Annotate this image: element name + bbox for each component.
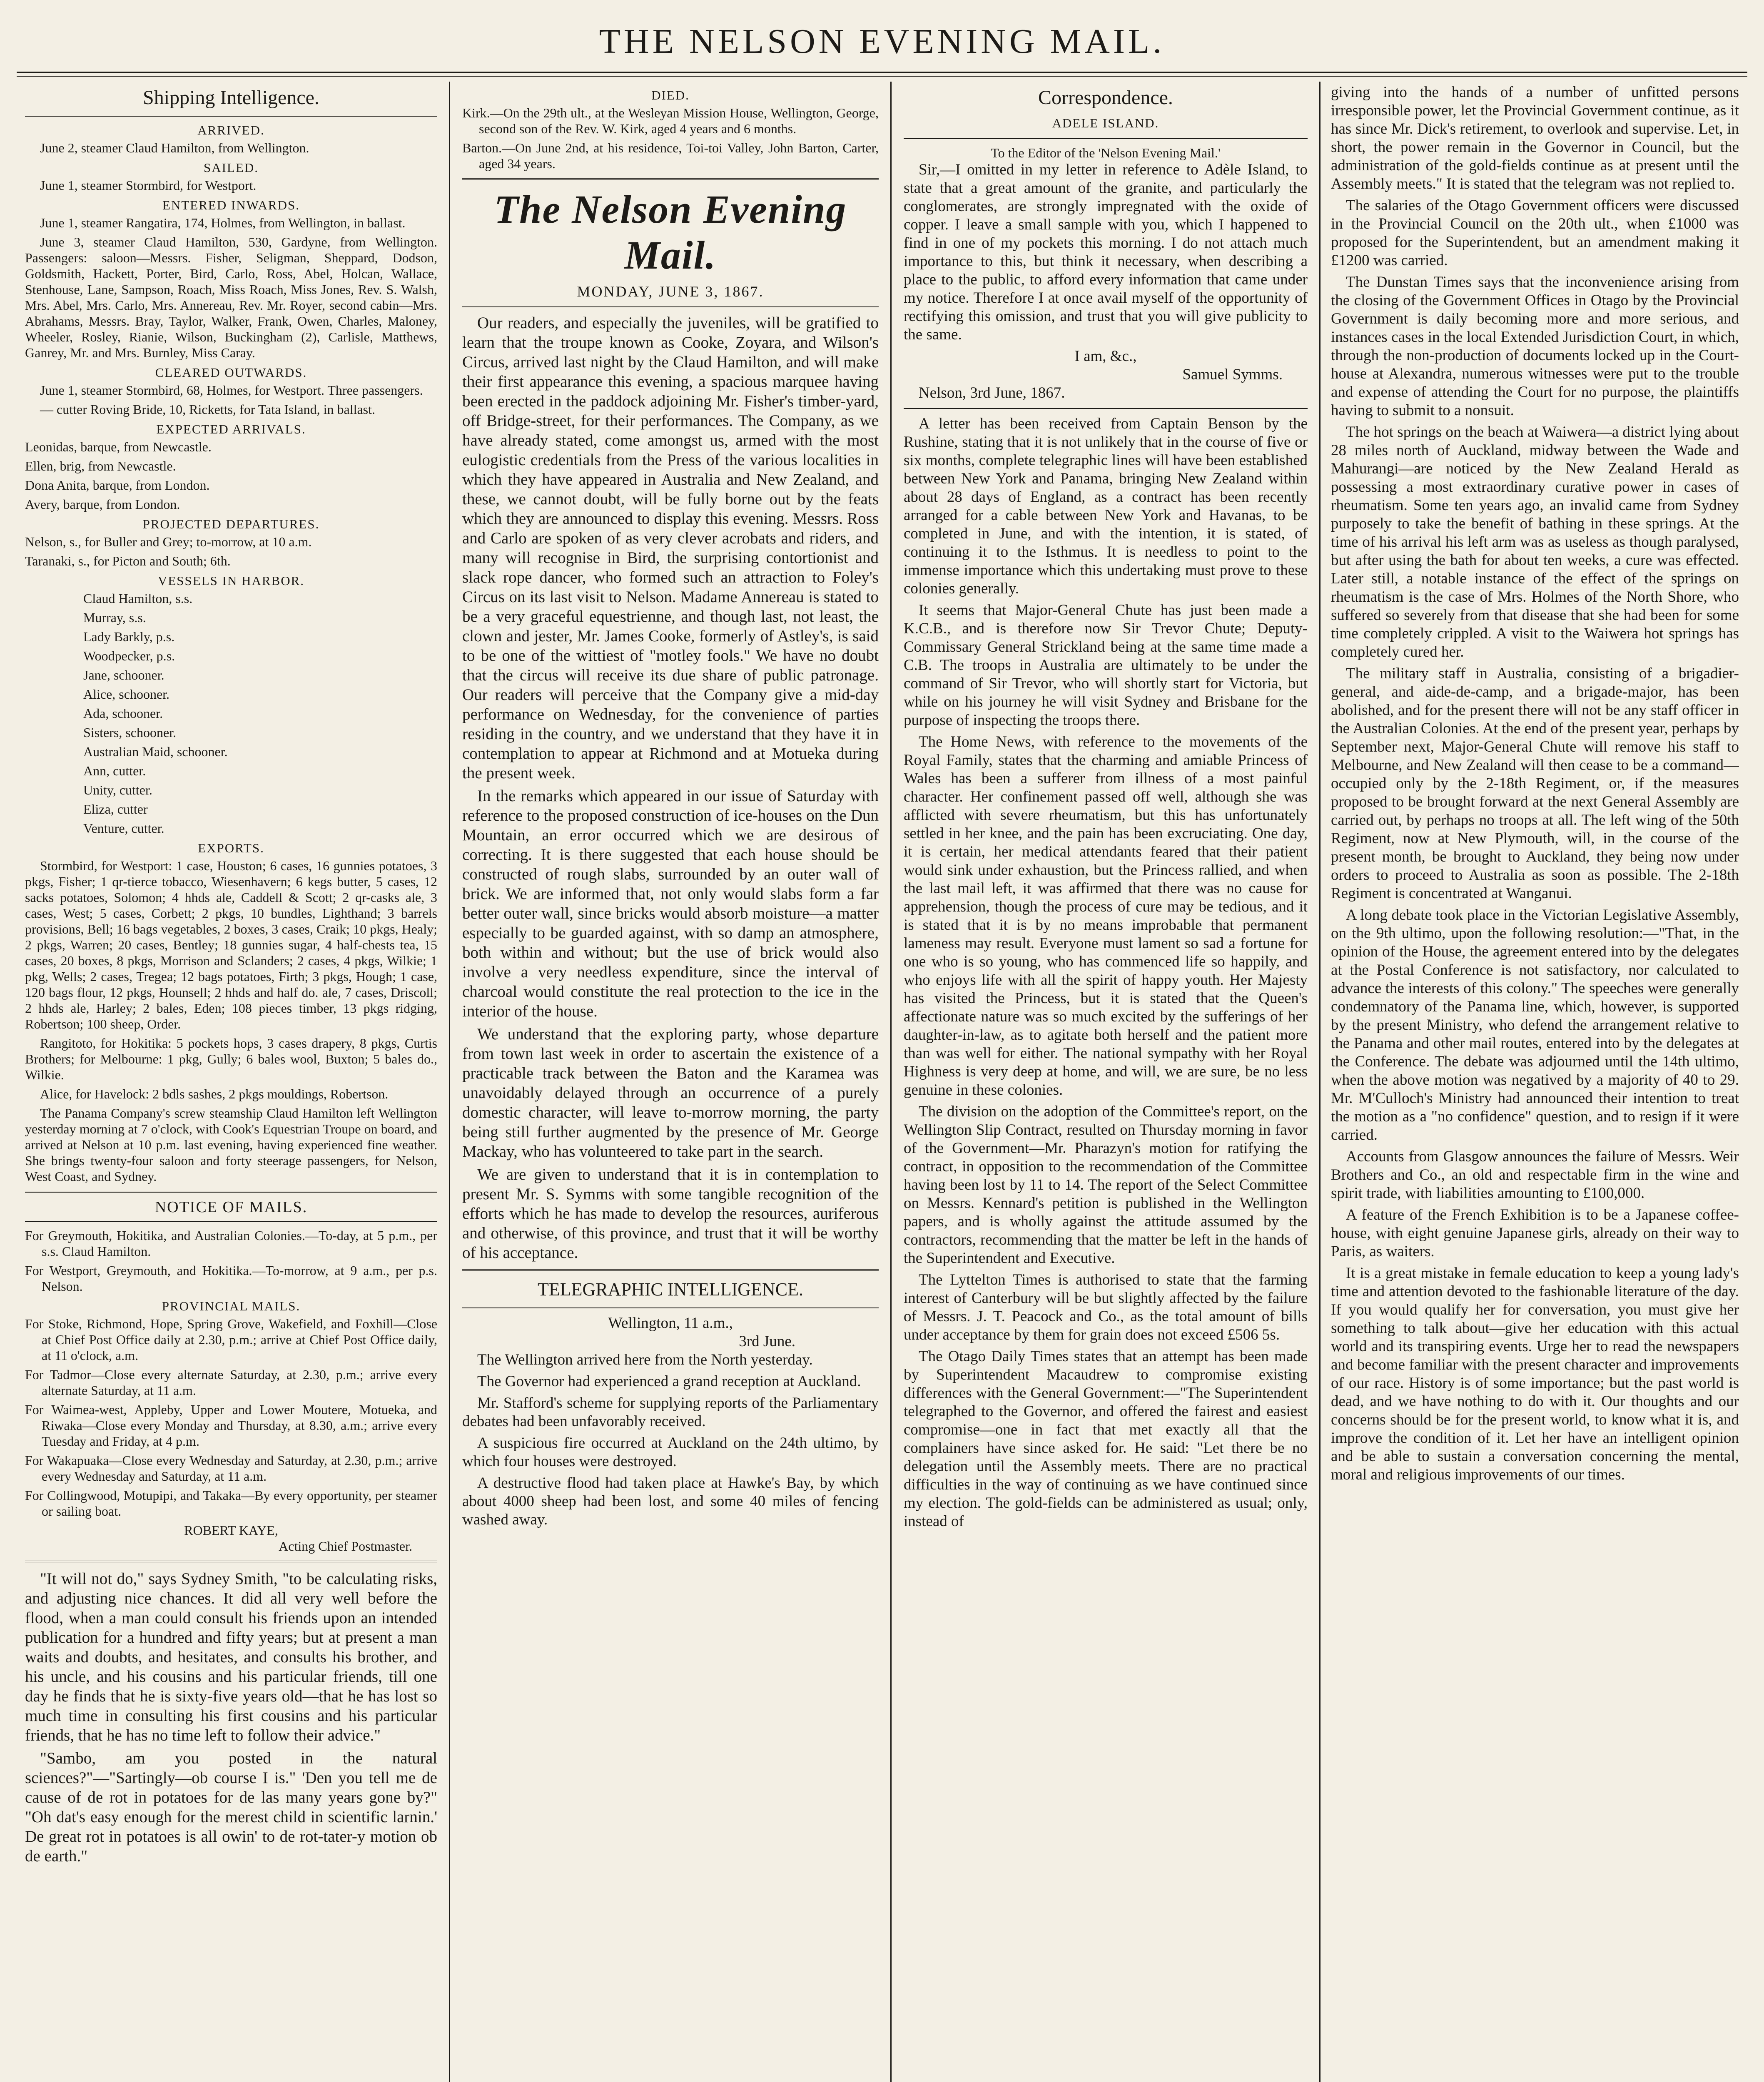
masthead-rule	[17, 72, 1747, 73]
address-line: To the Editor of the 'Nelson Evening Mail.'	[991, 145, 1221, 160]
paragraph: The Panama Company's screw steamship Claud Hamilton left Wellington yesterday morning at 7 o'clock, with Cook's Equestrian Troupe on board, and arrived at Nelson at 10 p.m. last evening, having experienced fine weather. She brings twenty-four saloon and forty steerage passengers, for Nelson, West Coast, and Sydney.	[25, 1106, 437, 1184]
paragraph: Alice, for Havelock: 2 bdls sashes, 2 pkgs mouldings, Robertson.	[40, 1086, 389, 1101]
column-news	[1331, 83, 1739, 2082]
paragraph: It is a great mistake in female education to keep a young lady's time and attention devoted to the fashionable literature of the day. If you would qualify her for conversation, you must give her something to talk about—give her education with this actual world and its transpiring events. Urge her to read the newspapers and become familiar with the present character and improvements of our race. History is of some importance; but the past world is dead, and we have nothing to do with it. Our thoughts and our concerns should be for the present world, to know what it is, and improve the condition of it. Let her have an intelligent opinion and be able to sustain a conversation concerning the mental, moral and religious improvements of our times.	[1331, 1265, 1739, 1483]
paragraph: The Home News, with reference to the movements of the Royal Family, states that the charming and amiable Princess of Wales has been a sufferer from illness of a most painful character. Her confinement passed off well, although she was afflicted with severe rheumatism, but this has unfortunately settled in her knee, and the pain has been excruciating. One day, it is certain, her medical attendants feared that their patient would sink under exhaustion, but the Princess rallied, and when the last mail left, it was affirmed that there was no cause for apprehension, though the process of cure may be tedious, and it is stated that it is by no means improbable that permanent lameness may result. Everyone must lament so sad a fortune for one who is so young, who has commenced life so happily, and who enjoys life with all the spirit of happy youth. Her Majesty has visited the Princess, but it is stated that the Queen's affectionate nature was so much excited by the sufferings of her daughter-in-law, as to agitate both herself and the patient more than was well for either. The national sympathy with her Royal Highness is very deep at home, and will, we are sure, be no less genuine in these colonies.	[904, 733, 1308, 1098]
list-item: Leonidas, barque, from Newcastle.	[25, 439, 212, 454]
signature: ROBERT KAYE,	[184, 1523, 278, 1538]
paragraph: Kirk.—On the 29th ult., at the Wesleyan Mission House, Wellington, George, second son of the Rev. W. Kirk, aged 4 years and 6 months.	[462, 105, 879, 136]
paragraph: Mr. Stafford's scheme for supplying reports of the Parliamentary debates had been unfavorably received.	[462, 1395, 879, 1430]
paragraph: giving into the hands of a number of unfitted persons irresponsible power, let the Provincial Government continue, as it has since Mr. Dick's retirement, to overlook and supervise. Let, in short, the power remain in the Governor in Council, but the administration of the gold-fields continue as at present until the Assembly meets." It is stated that the telegram was not replied to.	[1331, 84, 1739, 192]
list-item: Unity, cutter.	[83, 782, 152, 797]
paragraph: June 1, steamer Rangatira, 174, Holmes, from Wellington, in ballast.	[40, 215, 406, 230]
newspaper-title: THE NELSON EVENING MAIL.	[599, 22, 1165, 61]
divider	[25, 1191, 437, 1193]
paragraph: For Westport, Greymouth, and Hokitika.—To-morrow, at 9 a.m., per p.s. Nelson.	[25, 1263, 437, 1294]
paragraph: For Stoke, Richmond, Hope, Spring Grove, Wakefield, and Foxhill—Close at Chief Post Office daily at 2.30, p.m.; arrive at Chief Post Office daily, at 11 o'clock, a.m.	[25, 1316, 437, 1363]
divider	[462, 306, 879, 307]
paragraph: For Wakapuaka—Close every Wednesday and Saturday, at 2.30, p.m.; arrive every Wednesday and Saturday, at 11 a.m.	[25, 1453, 437, 1484]
list-item: Lady Barkly, p.s.	[83, 629, 175, 644]
paragraph: The division on the adoption of the Committee's report, on the Wellington Slip Contract, resulted on Thursday morning in favor of the Government—Mr. Pharazyn's motion for ratifying the contract, in opposition to the recommendation of the Committee having been lost by 11 to 14. The report of the Select Committee on Messrs. Kennard's petition is published in the Wellington papers, and is wholly against the attitude assumed by the contractors, recommending that the matter be left in the hands of the Superintendent and Executive.	[904, 1103, 1308, 1267]
paragraph: Stormbird, for Westport: 1 case, Houston; 6 cases, 16 gunnies potatoes, 3 pkgs, Fisher; 1 qr-tierce tobacco, Wiesenhavern; 6 kegs butter, 5 cases, 12 sacks potatoes, Solomon; 4 hhds ale, Caddell & Scott; 2 qr-casks ale, 3 cases, West; 5 cases, Corbett; 2 pkgs, 10 bundles, Lighthand; 3 barrels provisions, Bell; 16 bags vegetables, 2 boxes, 3 cases, Craik; 10 pkgs, Healy; 2 pkgs, Warren; 20 cases, Bentley; 18 gunnies sugar, 4 half-chests tea, 15 cases, 20 boxes, 8 pkgs, Morrison and Sclanders; 2 cases, 4 pkgs, Wilkie; 1 pkg, Wells; 2 cases, Tregea; 12 bags potatoes, Firth; 3 pkgs, Hough; 1 case, 120 bags flour, 12 pkgs, Hounsell; 2 hhds and half do. ale, 7 cases, Driscoll; 2 hhds ale, Harley; 2 bales, Eden; 108 pieces timber, 13 pkgs ridging, Robertson; 100 sheep, Order.	[25, 858, 437, 1031]
section-subhead: SAILED.	[204, 160, 259, 175]
paragraph: Rangitoto, for Hokitika: 5 pockets hops, 3 cases drapery, 8 pkgs, Curtis Brothers; for Melbourne: 1 pkg, Gully; 6 bales wool, Buxton; 5 bales do., Wilkie.	[25, 1036, 437, 1082]
divider	[25, 1221, 437, 1222]
paragraph: The Otago Daily Times states that an attempt has been made by Superintendent Macaudrew to compromise existing differences with the General Government:—"The Superintendent telegraphed to the Governor, and offered the fairest and easiest compromise—one in fact that met exactly all that the complainers have since asked for. He said: "Let there be no delegation until the Assembly meets. There are no practical difficulties in the way of continuing as we have continued since my election. The gold-fields can be administered as usual; only, instead of	[904, 1348, 1308, 1530]
paragraph: June 3, steamer Claud Hamilton, 530, Gardyne, from Wellington. Passengers: saloon—Messrs. Fisher, Seligman, Sheppard, Dodson, Goldsmith, Hackett, Porter, Bird, Carlo, Ross, Abel, Holcan, Wallace, Stenhouse, Lane, Sampson, Roach, Miss Roach, Miss Jones, Rev. S. Walsh, Mrs. Abel, Mrs. Carlo, Mrs. Annereau, Rev. Mr. Royer, second cabin—Mrs. Abrahams, Messrs. Bray, Taylor, Walker, Frank, Owen, Charles, Maloney, Wheeler, Rosley, Rianie, Wilson, Buckingham (2), Carlisle, Matthews, Ganrey, Mr. and Mrs. Burnley, Miss Caray.	[25, 234, 437, 360]
mails-heading: NOTICE OF MAILS.	[154, 1198, 308, 1216]
paragraph: Our readers, and especially the juveniles, will be gratified to learn that the troupe known as Cooke, Zoyara, and Wilson's Circus, arrived last night by the Claud Hamilton, and will make their first appearance this evening, a spacious marquee having been erected in the paddock adjoining Mr. Fisher's timber-yard, off Bridge-street, for their performances. The Company, as we have already stated, come amongst us, armed with the most eulogistic credentials from the Press of the various localities in which they have appeared in Australia and New Zealand, and these, we cannot doubt, will be fully borne out by the feats which they are announced to display this evening. Messrs. Ross and Carlo are spoken of as very clever acrobats and riders, and many will recognise in Bird, the surprising contortionist and slack rope dancer, who formed such an attraction to Foley's Circus on its last visit to Nelson. Madame Annereau is stated to be a very graceful equestrienne, and though last, not least, the clown and jester, Mr. James Cooke, formerly of Astley's, is said to be one of the wittiest of "motley fools." We have no doubt that the circus will receive its due share of public patronage. Our readers will perceive that the Company give a mid-day performance on Wednesday, for the convenience of parties residing in the country, and we understand that they have it in contemplation to appear at Richmond and at Motueka during the present week.	[462, 314, 879, 782]
divider	[462, 1307, 879, 1308]
section-subhead: EXPORTS.	[198, 841, 264, 855]
column-divider	[1319, 82, 1321, 2082]
correspondence-heading: Correspondence.	[1038, 87, 1173, 109]
list-item: Dona Anita, barque, from London.	[25, 478, 210, 493]
paragraph: Barton.—On June 2nd, at his residence, Toi-toi Valley, John Barton, Carter, aged 34 years.	[462, 140, 879, 171]
paragraph: It seems that Major-General Chute has just been made a K.C.B., and is therefore now Sir Trevor Chute; Deputy-Commissary General Strickland being at the same time made a C.B. The troops in Australia are ultimately to be under the command of Sir Trevor, who will shortly start for Victoria, but while on his journey he will visit Sydney and Brisbane for the purpose of inspecting the troops there.	[904, 602, 1308, 729]
paragraph: For Waimea-west, Appleby, Upper and Lower Moutere, Motueka, and Riwaka—Close every Monday and Thursday, at 8.30, a.m.; arrive every Tuesday and Friday, at 4 p.m.	[25, 1402, 437, 1449]
divider	[25, 1561, 437, 1562]
paragraph: We understand that the exploring party, whose departure from town last week in order to ascertain the existence of a practicable track between the Baton and the Karamea was unavoidably delayed through an occurrence of a purely domestic character, will leave to-morrow morning, the party being still further augmented by the presence of Mr. George Mackay, who has volunteered to take part in the search.	[462, 1025, 879, 1161]
section-subhead: CLEARED OUTWARDS.	[155, 365, 307, 380]
section-subhead: ENTERED INWARDS.	[162, 198, 300, 212]
paragraph: Accounts from Glasgow announces the failure of Messrs. Weir Brothers and Co., an old and respectable firm in the wine and spirit trade, with liabilities amounting to £100,000.	[1331, 1148, 1739, 1202]
paragraph: A suspicious fire occurred at Auckland on the 24th ultimo, by which four houses were destroyed.	[462, 1434, 879, 1470]
divider	[462, 1269, 879, 1271]
paragraph: "Sambo, am you posted in the natural sciences?"—"Sartingly—ob course I is." 'Den you tell me de cause of de rot in potatoes for de las many years gone by?" "Oh dat's easy enough for the merest child in scientific larnin.' De great rot in potatoes is all owin' to de rot-tater-y motion ob de earth."	[25, 1749, 437, 1865]
paragraph: A letter has been received from Captain Benson by the Rushine, stating that it is not unlikely that in the course of five or six months, complete telegraphic lines will have been established between New York and Panama, bringing New Zealand within about 28 days of England, as a contract has been recently arranged for a cable between New York and Havanas, to be completed in June, and with the intention, it is stated, of continuing it to the Isthmus. It is needless to point to the immense importance which this undertaking must prove to these colonies generally.	[904, 415, 1308, 597]
list-item: Woodpecker, p.s.	[83, 648, 175, 663]
list-item: Ada, schooner.	[83, 706, 163, 721]
paragraph: We are given to understand that it is in contemplation to present Mr. S. Symms with some tangible recognition of the efforts which he has made to develop the resources, auriferous and otherwise, of this province, and trust that it will be worthy of his acceptance.	[462, 1166, 879, 1262]
paragraph: For Greymouth, Hokitika, and Australian Colonies.—To-day, at 5 p.m., per s.s. Claud Hamilton.	[25, 1228, 437, 1259]
paragraph: June 1, steamer Stormbird, 68, Holmes, for Westport. Three passengers.	[40, 383, 423, 398]
dateline: Wellington, 11 a.m.,	[608, 1315, 733, 1332]
section-subhead: ARRIVED.	[197, 123, 265, 137]
paragraph: The Dunstan Times says that the inconvenience arising from the closing of the Government Offices in Otago by the Provincial Government is daily becoming more and more serious, and instances cases in the local Extended Jurisdiction Court, in which, through the non-production of documents locked up in the Court-house at Alexandra, numerous witnesses were put to the trouble and expense of attending the Court for no purpose, the plaintiffs having to submit to a nonsuit.	[1331, 274, 1739, 419]
divider	[25, 116, 437, 117]
dateline: 3rd June.	[739, 1333, 795, 1350]
masthead-rule-thin	[17, 76, 1747, 77]
paragraph: The Wellington arrived here from the North yesterday.	[477, 1351, 813, 1368]
section-subhead: DIED.	[651, 88, 690, 102]
list-item: Avery, barque, from London.	[25, 497, 180, 512]
dateline: Nelson, 3rd June, 1867.	[919, 384, 1065, 401]
section-subhead: ADELE ISLAND.	[1052, 116, 1159, 130]
masthead	[17, 17, 1747, 71]
divider	[904, 138, 1308, 139]
section-subhead: PROVINCIAL MAILS.	[162, 1299, 301, 1313]
list-item: Nelson, s., for Buller and Grey; to-morrow, at 10 a.m.	[25, 534, 312, 549]
section-subhead: VESSELS IN HARBOR.	[157, 573, 305, 588]
shipping-heading: Shipping Intelligence.	[143, 87, 319, 109]
column-correspondence	[904, 83, 1308, 2082]
paragraph: — cutter Roving Bride, 10, Ricketts, for Tata Island, in ballast.	[40, 402, 376, 417]
paragraph: For Tadmor—Close every alternate Saturday, at 2.30, p.m.; arrive every alternate Saturday, at 11 a.m.	[25, 1367, 437, 1398]
list-item: Australian Maid, schooner.	[83, 744, 228, 759]
signature: Samuel Symms.	[1182, 366, 1283, 383]
signature-title: Acting Chief Postmaster.	[279, 1539, 412, 1554]
paragraph: "It will not do," says Sydney Smith, "to be calculating risks, and adjusting nice chances. It did all very well before the flood, when a man could consult his friends upon an intended publication for a hundred and fifty years; but at present a man waits and doubts, and hesitates, and consults his brother, and his uncle, and his cousins and his particular friends, till one day he finds that he is sixty-five years old—that he has lost so much time in consulting his first cousins and his particular friends, that he has no time left to follow their advice."	[25, 1570, 437, 1744]
paragraph: June 2, steamer Claud Hamilton, from Wellington.	[40, 140, 309, 155]
paragraph: The salaries of the Otago Government officers were discussed in the Provincial Council on the 20th ult., when £1000 was proposed for the Superintendent, but an amendment making it £1200 was carried.	[1331, 197, 1739, 269]
section-subhead: EXPECTED ARRIVALS.	[156, 422, 306, 436]
dateline: MONDAY, JUNE 3, 1867.	[577, 283, 764, 300]
list-item: Ellen, brig, from Newcastle.	[25, 458, 176, 473]
signature: I am, &c.,	[1074, 348, 1137, 365]
nameplate: The Nelson Evening Mail.	[494, 187, 847, 277]
list-item: Jane, schooner.	[83, 667, 164, 682]
list-item: Claud Hamilton, s.s.	[83, 591, 193, 606]
column-divider	[449, 82, 450, 2082]
list-item: Sisters, schooner.	[83, 725, 177, 740]
list-item: Ann, cutter.	[83, 763, 146, 778]
list-item: Venture, cutter.	[83, 821, 164, 836]
divider	[462, 178, 879, 180]
paragraph: The Lyttelton Times is authorised to state that the farming interest of Canterbury will be but slightly affected by the failure of Messrs. J. T. Peacock and Co., as the total amount of bills under acceptance by them for grain does not exceed £506 5s.	[904, 1271, 1308, 1343]
paragraph: For Collingwood, Motupipi, and Takaka—By every opportunity, per steamer or sailing boat.	[25, 1488, 437, 1519]
section-subhead: PROJECTED DEPARTURES.	[142, 517, 320, 531]
column-shipping	[25, 83, 437, 2082]
divider	[904, 408, 1308, 409]
list-item: Eliza, cutter	[83, 802, 148, 817]
paragraph: The military staff in Australia, consisting of a brigadier-general, and aide-de-camp, and a brigade-major, has been abolished, and for the present there will not be any staff officer in the Australian Colonies. At the end of the present year, perhaps by September next, Major-General Chute will remove his staff to Melbourne, and New Zealand will then cease to be a command—occupied only by the 2-18th Regiment, or, if the measures proposed to be brought forward at the next General Assembly are carried out, by perhaps no troops at all. The left wing of the 50th Regiment, now at New Plymouth, will, in the course of the present month, be brought to Auckland, they being now under orders to proceed to Australia as soon as possible. The 2-18th Regiment is concentrated at Wanganui.	[1331, 665, 1739, 902]
paragraph: The hot springs on the beach at Waiwera—a district lying about 28 miles north of Auckland, midway between the Wade and Mahurangi—are noticed by the New Zealand Herald as possessing a most extraordinary curative power in cases of rheumatism. Some ten years ago, an invalid came from Sydney purposely to take the benefit of bathing in these springs. At the time of his arrival his left arm was as useless as though paralysed, but after using the bath for about ten weeks, a cure was effected. Later still, a notable instance of the effect of the springs on rheumatism is the case of Mrs. Holmes of the North Shore, who suffered so severely from that disease that she had been for some time completely crippled. A visit to the Waiwera hot springs has completely cured her.	[1331, 423, 1739, 660]
list-item: Alice, schooner.	[83, 687, 170, 702]
column-divider	[890, 82, 892, 2082]
paragraph: Sir,—I omitted in my letter in reference to Adèle Island, to state that a great amount of the granite, and particularly the conglomerates, are strongly impregnated with the oxide of copper. I leave a small sample with you, which I happened to find in one of my pockets this morning. I do not attach much importance to this, but think it necessary, when describing a place to the public, to afford every information that came under my notice. Therefore I at once avail myself of the opportunity of rectifying this omission, and trust that you will give publicity to the same.	[904, 161, 1308, 343]
list-item: Murray, s.s.	[83, 610, 146, 625]
paragraph: A feature of the French Exhibition is to be a Japanese coffee-house, with eight genuine Japanese girls, already on their way to Paris, as waiters.	[1331, 1206, 1739, 1260]
paragraph: A destructive flood had taken place at Hawke's Bay, by which about 4000 sheep had been lost, and some 40 miles of fencing washed away.	[462, 1474, 879, 1528]
paragraph: In the remarks which appeared in our issue of Saturday with reference to the proposed construction of ice-houses on the Dun Mountain, an error occurred which we are desirous of correcting. It is there suggested that each house should be constructed of rough slabs, surrounded by an outer wall of brick. We are informed that, not only would slabs form a far better outer wall, since bricks would absorb moisture—a matter especially to be guarded against, with so damp an atmosphere, both within and without; but the use of brick would also involve a very needless expenditure, since the interval of charcoal would constitute the real protection to the ice in the interior of the house.	[462, 787, 879, 1020]
list-item: Taranaki, s., for Picton and South; 6th.	[25, 553, 231, 568]
paragraph: June 1, steamer Stormbird, for Westport.	[40, 178, 257, 193]
column-editorial	[462, 83, 879, 2082]
paragraph: The Governor had experienced a grand reception at Auckland.	[477, 1373, 861, 1390]
paragraph: A long debate took place in the Victorian Legislative Assembly, on the 9th ultimo, upon the following resolution:—"That, in the opinion of the House, the agreement entered into by the delegates at the Postal Conference is not satisfactory, nor calculated to advance the interests of this colony." The speeches were generally condemnatory of the Panama line, which, however, is supported by the present Ministry, who defend the arrangement relative to the Panama and other mail routes, entered into by the delegates at the Conference. The debate was adjourned until the 14th ultimo, when the above motion was negatived by a majority of 40 to 29. Mr. M'Culloch's Ministry had announced their intention to treat the motion as a "no confidence" question, and to resign if it were carried.	[1331, 907, 1739, 1143]
telegraphic-heading: TELEGRAPHIC INTELLIGENCE.	[538, 1279, 803, 1300]
